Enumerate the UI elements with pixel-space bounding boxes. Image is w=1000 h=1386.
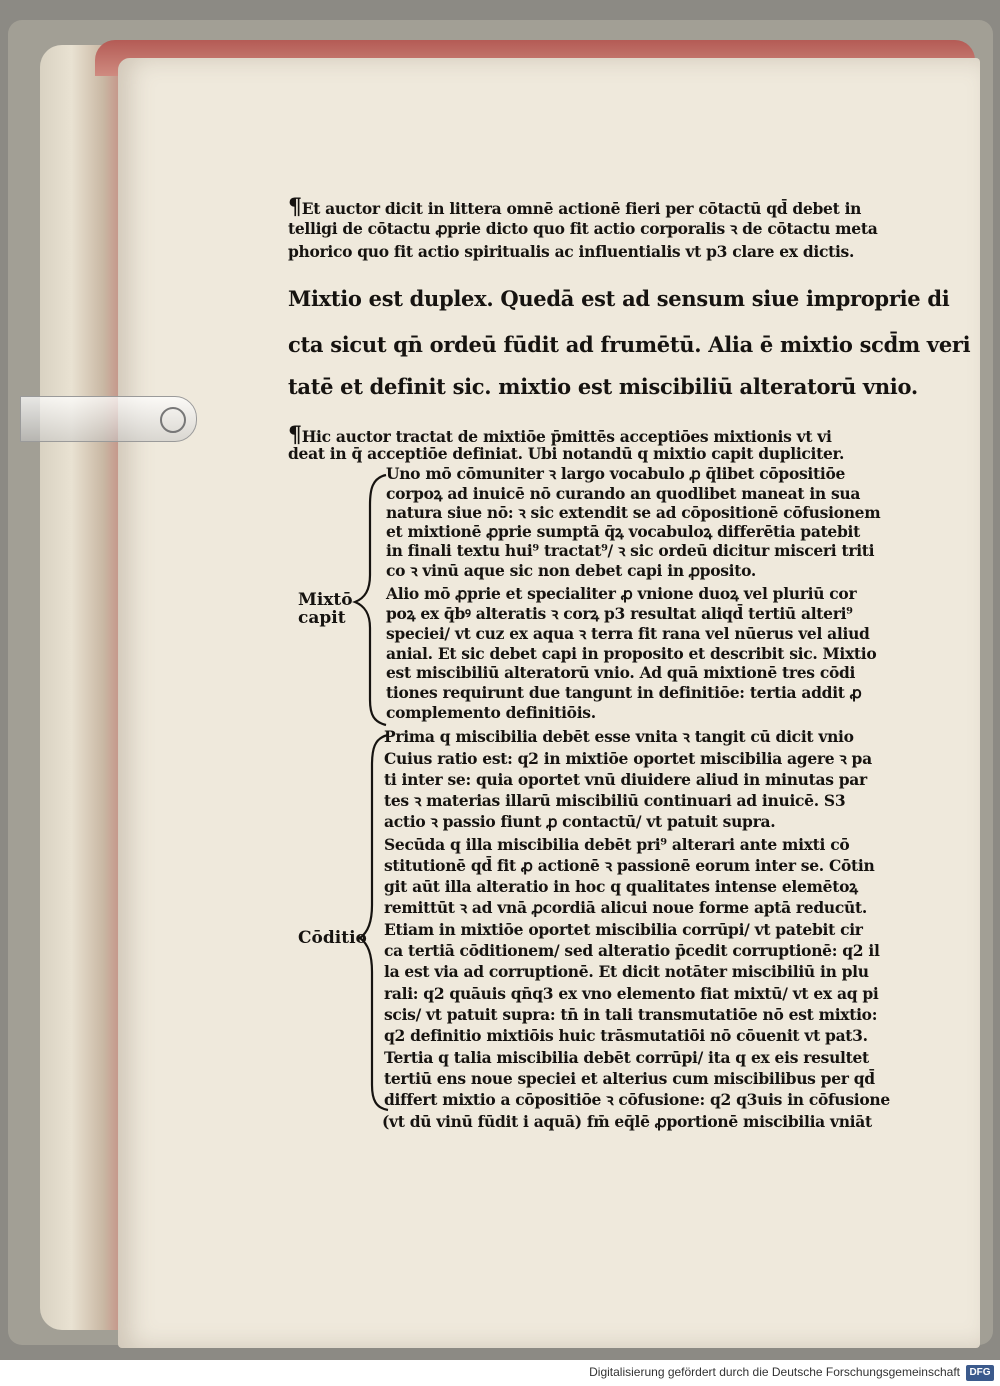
bookmark-clip [20, 396, 197, 442]
margin-label-mixto: Mixtō capit [298, 590, 353, 628]
text-line: (vt dū vinū fūdit i aquā) fm̄ eq̄lē ꝓportionē miscibilia vniāt [382, 1112, 872, 1131]
text-line: actio ꝛ passio fiunt ꝓ contactū/ vt patuit supra. [384, 812, 776, 831]
text-line: phorico quo fit actio spiritualis ac influentialis vt p3 clare ex dictis. [288, 242, 855, 261]
footer-bar [0, 1362, 1000, 1386]
text-line: Prima q miscibilia debēt esse vnita ꝛ tangit cū dicit vnio [384, 727, 854, 746]
text-line: ¶Et auctor dicit in littera omnē actionē fieri per cōtactū qd̄ debet in [288, 194, 862, 220]
margin-label-conditio: Cōditio [298, 928, 367, 948]
footer-credit: Digitalisierung gefördert durch die Deutsche Forschungsgemeinschaft [589, 1365, 960, 1379]
text-line: telligi de cōtactu ꝓprie dicto quo fit actio corporalis ꝛ de cōtactu meta [288, 219, 878, 238]
text-line: scis/ vt patuit supra: tn̄ in tali transmutatiōe nō est mixtio: [384, 1005, 878, 1024]
text-line: tiones requirunt due tangunt in definitiōe: tertia addit ꝓ [386, 683, 862, 702]
page-text [288, 194, 971, 1146]
text-line: in finali textu hui⁹ tractat⁹/ ꝛ sic ordeū dicitur misceri triti [386, 541, 875, 560]
text-line: stitutionē qd̄ fit ꝓ actionē ꝛ passionē eorum inter se. Cōtin [384, 856, 875, 875]
text-line: Secūda q illa miscibilia debēt pri⁹ alterari ante mixti cō [384, 835, 850, 854]
text-line: ¶Hic auctor tractat de mixtiōe p̄mittēs acceptiōes mixtionis vt vi [288, 422, 832, 448]
dfg-logo: DFG [966, 1365, 994, 1381]
text-line: et mixtionē ꝓprie sumptā q̄ꝝ vocabuloꝝ differētia patebit [386, 522, 860, 541]
text-line: Cuius ratio est: q2 in mixtiōe oportet miscibilia agere ꝛ pa [384, 749, 872, 768]
text-line: est miscibiliū alteratorū vnio. Ad quā mixtionē tres cōdi [386, 663, 856, 682]
text-line: natura siue nō: ꝛ sic extendit se ad cōpositionē cōfusionem [386, 503, 881, 522]
text-line: corpoꝝ ad inuicē nō curando an quodlibet maneat in sua [386, 484, 861, 503]
text-line: ti inter se: quia oportet vnū diuidere aliud in minutas par [384, 770, 867, 789]
text-line: rali: q2 quāuis qn̄q3 ex vno elemento fiat mixtū/ vt ex aq pi [384, 984, 879, 1003]
text-line: cta sicut qn̄ ordeū fūdit ad frumētū. Alia ē mixtio scd̄m veri [288, 332, 971, 357]
text-line: ca tertiā cōditionem/ sed alteratio p̄cedit corruptionē: q2 il [384, 941, 880, 960]
text-line: Tertia q talia miscibilia debēt corrūpi/ ita q ex eis resultet [384, 1048, 869, 1067]
text-line: remittūt ꝛ ad vnā ꝓcordiā alicui noue forme aptā reducūt. [384, 898, 867, 917]
text-line: anial. Et sic debet capi in proposito et describit sic. Mixtio [386, 644, 877, 663]
text-line: speciei/ vt cuz ex aqua ꝛ terra fit rana vel nūerus vel aliud [386, 624, 870, 643]
text-line: co ꝛ vinū aque sic non debet capi in ꝓposito. [386, 561, 756, 580]
text-line: q2 definitio mixtiōis huic trāsmutatiōi nō cōuenit vt pat3. [384, 1026, 868, 1045]
text-line: Mixtio est duplex. Quedā est ad sensum siue improprie di [288, 286, 950, 311]
text-line: Alio mō ꝓprie et specialiter ꝓ vnione duoꝝ vel pluriū cor [386, 584, 857, 603]
text-line: tertiū ens noue speciei et alterius cum miscibilibus per qd̄ [384, 1069, 875, 1088]
text-line: tes ꝛ materias illarū miscibiliū continuari ad inuicē. S3 [384, 791, 846, 810]
text-line: git aūt illa alteratio in hoc q qualitates intense elemētoꝝ [384, 877, 858, 896]
text-line: tatē et definit sic. mixtio est miscibiliū alteratorū vnio. [288, 374, 918, 399]
text-line: Etiam in mixtiōe oportet miscibilia corrūpi/ vt patebit cir [384, 920, 863, 939]
text-line: poꝝ ex q̄bꝰ alteratis ꝛ corꝝ p3 resultat aliqd̄ tertiū alteri⁹ [386, 604, 853, 623]
text-line: la est via ad corruptionē. Et dicit notāter miscibiliū in plu [384, 962, 869, 981]
text-line: deat in q̄ acceptiōe definiat. Ubi notandū q mixtio capit dupliciter. [288, 444, 845, 463]
text-line: complemento definitiōis. [386, 703, 596, 722]
text-line: Uno mō cōmuniter ꝛ largo vocabulo ꝓ q̄libet cōpositiōe [386, 464, 846, 483]
text-line: differt mixtio a cōpositiōe ꝛ cōfusione: q2 q3uis in cōfusione [384, 1090, 890, 1109]
